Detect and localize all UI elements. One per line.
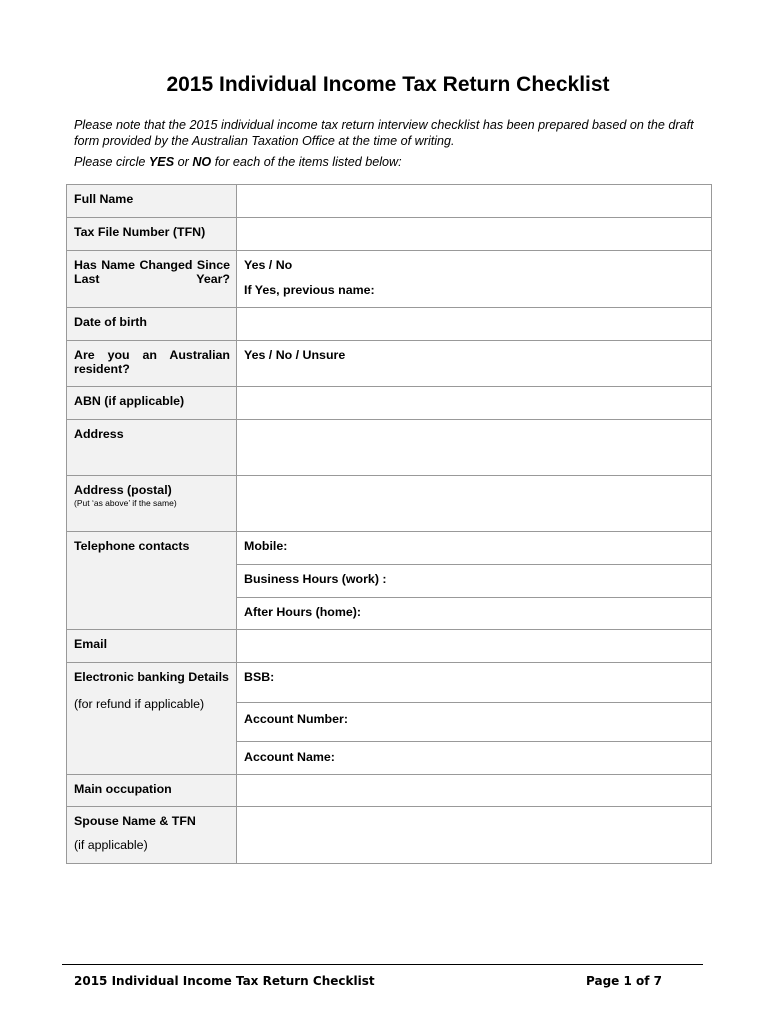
address-field[interactable] — [237, 420, 712, 476]
name-changed-label: Has Name Changed Since Last Year? — [74, 258, 230, 286]
resident-options[interactable]: Yes / No / Unsure — [244, 348, 346, 362]
email-field[interactable] — [237, 630, 712, 663]
document-title: 2015 Individual Income Tax Return Checklist — [166, 73, 610, 96]
page-number: Page 1 of 7 — [586, 974, 662, 988]
instruction-suffix: for each of the items listed below: — [211, 155, 402, 169]
name-changed-field[interactable] — [237, 251, 712, 308]
resident-field[interactable] — [237, 341, 712, 387]
spouse-note: (if applicable) — [74, 838, 148, 852]
email-label: Email — [67, 630, 237, 663]
business-hours-field[interactable]: Business Hours (work) : — [237, 565, 712, 598]
full-name-label: Full Name — [67, 185, 237, 218]
row-full-name — [67, 185, 712, 218]
row-name-changed — [67, 251, 712, 308]
abn-field[interactable] — [237, 387, 712, 420]
abn-label: ABN (if applicable) — [67, 387, 237, 420]
occupation-field[interactable] — [237, 775, 712, 807]
row-occupation — [67, 775, 712, 807]
row-abn — [67, 387, 712, 420]
address-postal-note: (Put ‘as above’ if the same) — [74, 498, 177, 508]
resident-label: Are you an Australian resident? — [74, 348, 230, 376]
banking-label: Electronic banking Details — [74, 670, 229, 684]
dob-label: Date of birth — [67, 308, 237, 341]
spouse-field[interactable] — [237, 807, 712, 864]
telephone-label: Telephone contacts — [67, 532, 237, 630]
tfn-field[interactable] — [237, 218, 712, 251]
address-postal-field[interactable] — [237, 476, 712, 532]
mobile-field[interactable]: Mobile: — [237, 532, 712, 565]
row-spouse — [67, 807, 712, 864]
address-label: Address — [67, 420, 237, 476]
footer-title: 2015 Individual Income Tax Return Checklist — [74, 974, 375, 988]
name-changed-options[interactable]: Yes / No — [244, 258, 293, 272]
address-postal-label: Address (postal) — [74, 483, 172, 497]
row-banking-bsb — [67, 663, 712, 703]
instruction-prefix: Please circle — [74, 155, 149, 169]
dob-field[interactable] — [237, 308, 712, 341]
account-name-field[interactable]: Account Name: — [237, 742, 712, 775]
checklist-table — [66, 184, 712, 864]
row-address — [67, 420, 712, 476]
intro-note: Please note that the 2015 individual income tax return interview checklist has been prepared based on the draft form provided by the Australian Taxation Office at the time of writing. — [74, 118, 694, 148]
bsb-field[interactable]: BSB: — [237, 663, 712, 703]
row-dob — [67, 308, 712, 341]
spouse-label: Spouse Name & TFN — [74, 814, 196, 828]
row-address-postal — [67, 476, 712, 532]
tfn-label: Tax File Number (TFN) — [67, 218, 237, 251]
after-hours-field[interactable]: After Hours (home): — [237, 598, 712, 630]
full-name-field[interactable] — [237, 185, 712, 218]
row-resident — [67, 341, 712, 387]
previous-name-label: If Yes, previous name: — [244, 283, 375, 297]
instruction-or: or — [174, 155, 193, 169]
occupation-label: Main occupation — [67, 775, 237, 807]
banking-note: (for refund if applicable) — [74, 697, 205, 711]
row-email — [67, 630, 712, 663]
row-telephone-mobile — [67, 532, 712, 565]
instruction-yes: YES — [148, 155, 175, 169]
intro-instruction — [74, 155, 714, 169]
row-tfn — [67, 218, 712, 251]
instruction-no: NO — [192, 155, 212, 169]
account-number-field[interactable]: Account Number: — [237, 703, 712, 742]
footer-divider — [62, 964, 703, 965]
